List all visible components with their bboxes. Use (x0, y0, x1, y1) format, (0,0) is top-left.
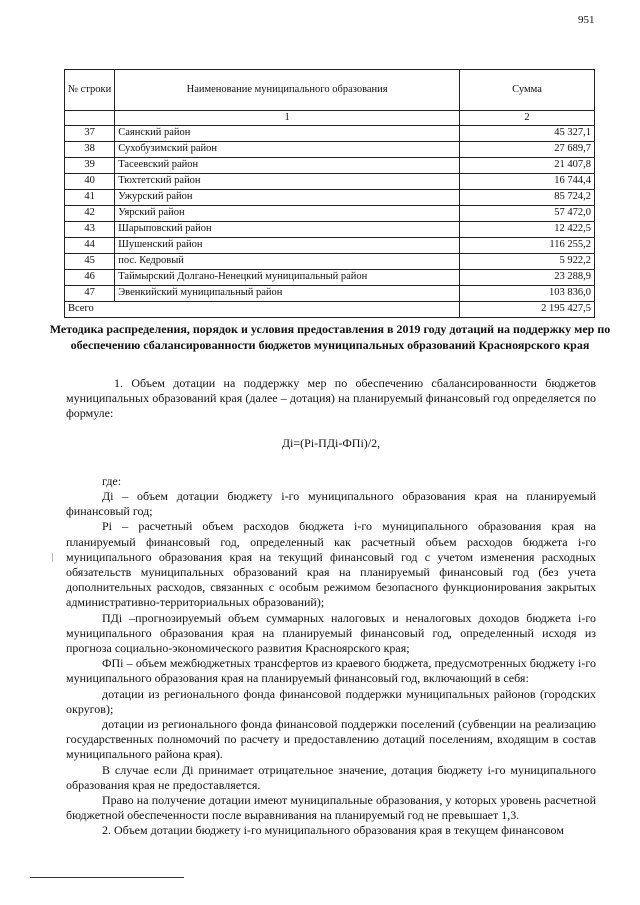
amount: 21 407,8 (460, 158, 595, 174)
fp-item-b: дотации из регионального фонда финансовой поддержки поселений (субвенции на реализацию государственных полномочий по расчету и предоставлению дотаций поселениям, входящим в состав муниципального района края). (66, 717, 596, 762)
negative-case: В случае если Дi принимает отрицательное значение, дотация бюджету i-го муниципального образования края не предоставляется. (66, 762, 596, 792)
row-number: 44 (65, 238, 115, 254)
row-number: 45 (65, 254, 115, 270)
table-row (65, 222, 595, 238)
section-title: Методика распределения, порядок и условия предоставления в 2019 году дотаций на поддержку мер по обеспечению сбалансированности бюджетов муниципальных образований Красноярского края (49, 322, 611, 352)
table-row (65, 126, 595, 142)
municipality-name: Шарыповский район (115, 222, 460, 238)
footer-rule (30, 877, 184, 878)
paragraph-1: 1. Объем дотации на поддержку мер по обеспечению сбалансированности бюджетов муниципальных образований края (далее – дотация) на планируемый финансовый год определяется по формуле: (66, 376, 596, 421)
column-number-row (65, 111, 595, 126)
municipality-name: Эвенкийский муниципальный район (115, 286, 460, 302)
table-row (65, 206, 595, 222)
allocation-table (64, 69, 595, 318)
table-row (65, 238, 595, 254)
amount: 45 327,1 (460, 126, 595, 142)
row-number: 40 (65, 174, 115, 190)
row-number: 37 (65, 126, 115, 142)
column-number-sum: 2 (460, 111, 595, 126)
eligibility: Право на получение дотации имеют муниципальные образования, у которых уровень расчетной бюджетной обеспеченности после выравнивания на планируемый год не превышает 1,3. (66, 793, 596, 823)
header-sum: Сумма (460, 70, 595, 111)
municipality-name: Уярский район (115, 206, 460, 222)
table-row (65, 142, 595, 158)
total-amount: 2 195 427,5 (460, 302, 595, 318)
definition-fp: ФПi – объем межбюджетных трансфертов из краевого бюджета, предусмотренных бюджету i-го муниципального образования края на планируемый финансовый год, включающий в себя: (66, 656, 596, 686)
header-row-no: № строки (65, 70, 115, 111)
row-number: 46 (65, 270, 115, 286)
row-number: 42 (65, 206, 115, 222)
document-body (66, 376, 596, 839)
table-row (65, 254, 595, 270)
header-name: Наименование муниципального образования (115, 70, 460, 111)
table-row (65, 286, 595, 302)
row-number: 43 (65, 222, 115, 238)
column-number-blank (65, 111, 115, 126)
definition-d: Дi – объем дотации бюджету i-го муниципального образования края на планируемый финансовый год; (66, 489, 596, 519)
amount: 85 724,2 (460, 190, 595, 206)
row-number: 41 (65, 190, 115, 206)
table-row (65, 190, 595, 206)
definition-pd: ПДi –прогнозируемый объем суммарных налоговых и неналоговых доходов бюджета i-го муниципального образования края на планируемый финансовый год, определенный исходя из прогноза социально-экономического развития Красноярского края; (66, 610, 596, 656)
paragraph-2: 2. Объем дотации бюджету i-го муниципального образования края в текущем финансовом (102, 823, 564, 838)
page-number: 951 (578, 14, 595, 26)
municipality-name: Ужурский район (115, 190, 460, 206)
amount: 12 422,5 (460, 222, 595, 238)
municipality-name: Тюхтетский район (115, 174, 460, 190)
table-header-row (65, 70, 595, 111)
amount: 23 288,9 (460, 270, 595, 286)
amount: 27 689,7 (460, 142, 595, 158)
municipality-name: Сухобузимский район (115, 142, 460, 158)
where-label: где: (102, 473, 122, 488)
margin-mark (52, 553, 53, 562)
definition-p: Pi – расчетный объем расходов бюджета i-го муниципального образования края на планируемый финансовый год, определенный как расчетный объем расходов бюджета i-го муниципального образования края на текущий финансовый год с учетом изменения расходных обязательств муниципальных образований края на планируемый финансовый год (без учета дополнительных расходов, связанных с особым режимом безопасного функционирования закрытых административно-территориальных образований); (66, 519, 596, 610)
amount: 16 744,4 (460, 174, 595, 190)
municipality-name: Шушенский район (115, 238, 460, 254)
row-number: 39 (65, 158, 115, 174)
fp-item-a: дотации из регионального фонда финансовой поддержки муниципальных районов (городских округов); (66, 686, 596, 716)
table-row (65, 174, 595, 190)
total-row (65, 302, 595, 318)
table-row (65, 158, 595, 174)
amount: 103 836,0 (460, 286, 595, 302)
amount: 116 255,2 (460, 238, 595, 254)
formula: Дi=(Pi-ПДi-ФПi)/2, (281, 435, 381, 450)
amount: 5 922,2 (460, 254, 595, 270)
row-number: 38 (65, 142, 115, 158)
amount: 57 472,0 (460, 206, 595, 222)
total-label: Всего (65, 302, 460, 318)
municipality-name: пос. Кедровый (115, 254, 460, 270)
row-number: 47 (65, 286, 115, 302)
column-number-name: 1 (115, 111, 460, 126)
municipality-name: Тасеевский район (115, 158, 460, 174)
municipality-name: Саянский район (115, 126, 460, 142)
table-row (65, 270, 595, 286)
municipality-name: Таймырский Долгано-Ненецкий муниципальный район (115, 270, 460, 286)
